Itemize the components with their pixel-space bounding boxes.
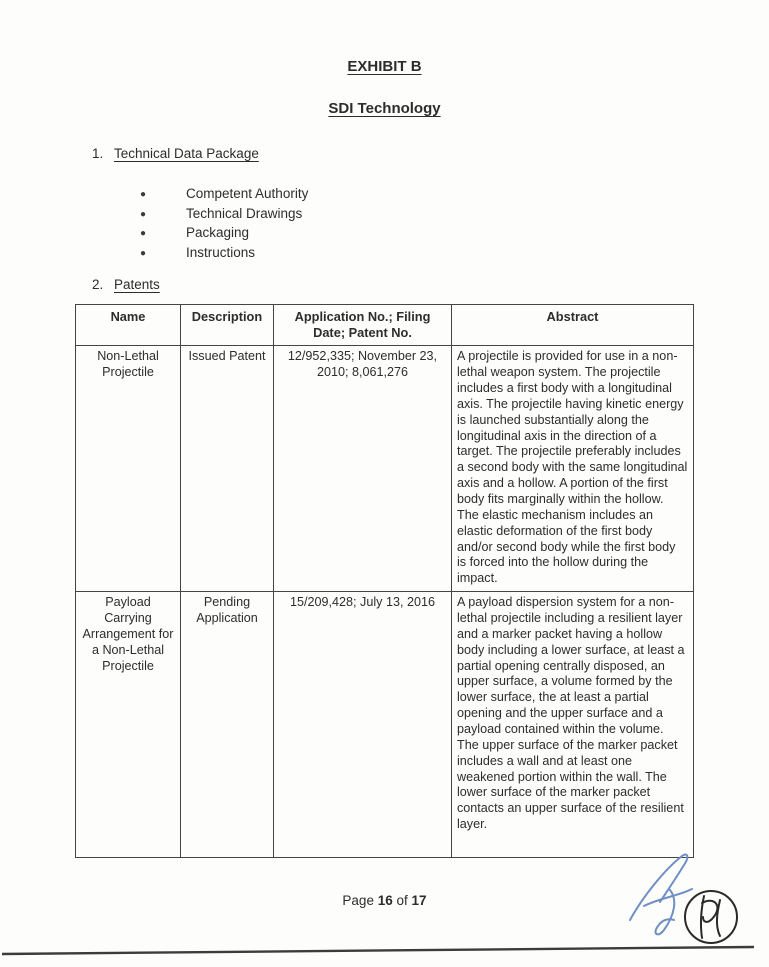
table-header-row [76,305,694,346]
blue-initial-icon [630,854,692,934]
column-header-name: Name [76,305,181,346]
list-item [140,243,308,263]
table-row [76,346,694,592]
bullet-icon: ● [140,228,147,239]
list-item [140,204,308,224]
bullet-icon: ● [140,247,147,259]
patent-name: Payload Carrying Arrangement for a Non-Lethal Projectile [76,592,181,858]
list-item-label: Competent Authority [186,186,309,201]
scanner-artifact-line [0,938,769,967]
patent-application: 12/952,335; November 23, 2010; 8,061,276 [274,346,452,592]
patents-table [75,304,694,858]
circled-initials-icon [685,891,737,943]
patent-abstract: A projectile is provided for use in a non-lethal weapon system. The projectile includes a first body with a longitudinal axis. The projectile having kinetic energy is launched substantially along the longitudinal axis in the direction of a target. The projectile preferably includes a second body with the same longitudinal axis and a hollow. A portion of the first body fits marginally within the hollow. The elastic mechanism includes an elastic deformation of the first body and/or second body while the first body is forced into the hollow during the impact. [452,346,694,592]
list-item-label: Instructions [186,244,256,260]
list-item-label: Packaging [186,225,250,240]
footer-page-number: 16 [377,893,393,908]
section-number: 1. [92,146,104,161]
section-number: 2. [92,277,104,292]
list-item [140,223,308,243]
footer-text: Page [342,893,374,908]
section-heading-label: Patents [114,277,160,292]
patent-description: Issued Patent [181,346,274,592]
footer-total-pages: 17 [411,893,427,908]
bullet-icon: ● [140,189,147,200]
column-header-description: Description [181,305,274,346]
section-heading-patents [92,277,160,292]
table-row [76,592,694,858]
bullet-icon: ● [140,208,147,220]
list-item-label: Technical Drawings [186,205,303,221]
page-subtitle: SDI Technology [328,100,441,117]
patent-name: Non-Lethal Projectile [76,346,181,592]
column-header-abstract: Abstract [452,305,694,346]
footer-text: of [396,893,408,908]
page-title: EXHIBIT B [347,58,422,75]
patent-abstract: A payload dispersion system for a non-lethal projectile including a resilient layer and a marker packet having a hollow body including a lower surface, at least a partial opening centrally disposed, an upper surface, a volume formed by the lower surface, the at least a partial opening and the upper surface and a payload contained within the volume. The upper surface of the marker packet includes a wall and at least one weakened portion within the wall. The lower surface of the marker packet contacts an upper surface of the resilient layer. [452,592,694,858]
section-heading-label: Technical Data Package [114,146,259,161]
column-header-application: Application No.; Filing Date; Patent No. [274,305,452,346]
list-item [140,184,308,204]
patent-application: 15/209,428; July 13, 2016 [274,592,452,858]
section-heading-technical-data-package [92,146,259,161]
patent-description: Pending Application [181,592,274,858]
technical-data-bullet-list [140,184,308,262]
